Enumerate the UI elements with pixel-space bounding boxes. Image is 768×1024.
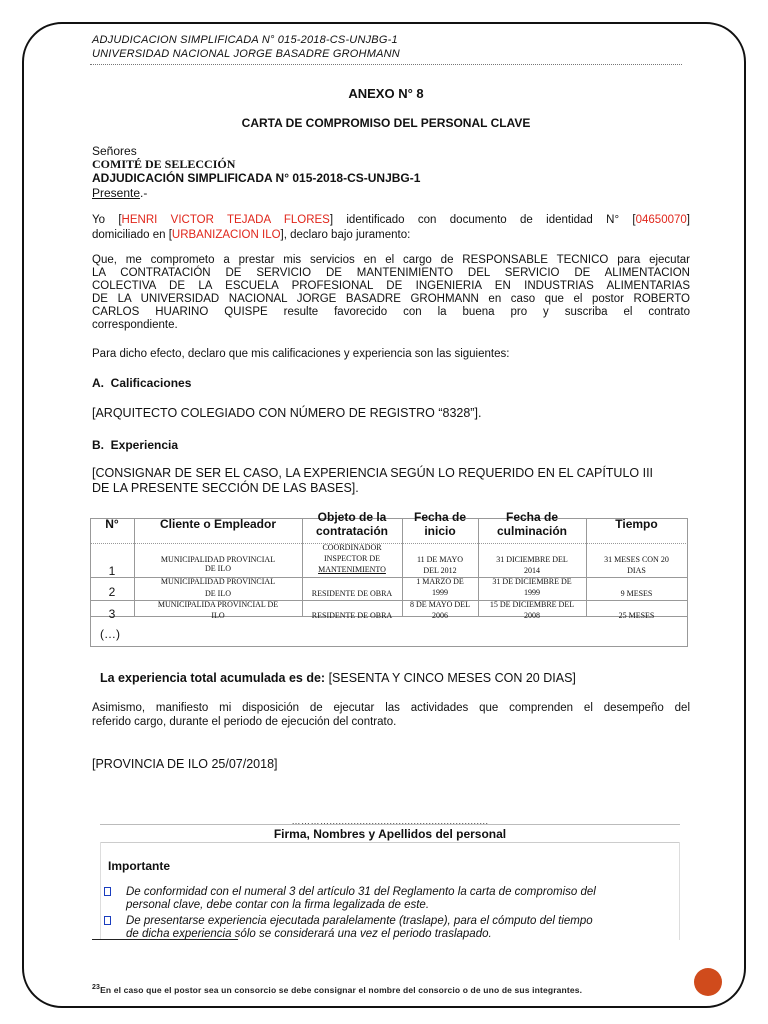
adjudication-line: ADJUDICACIÓN SIMPLIFICADA N° 015-2018-CS-UNJBG-1 (92, 171, 421, 185)
row-2-culminacion-2: 1999 (524, 588, 540, 597)
th-culminacion-2: culminación (496, 524, 567, 538)
experience-note-line-2: DE LA PRESENTE SECCIÓN DE LAS BASES]. (92, 481, 359, 495)
qualification-text: [ARQUITECTO COLEGIADO CON NÚMERO DE REGISTRO “8328”]. (92, 406, 482, 420)
signature-box-top (100, 842, 680, 843)
closing-line-2: referido cargo, durante el periodo de ejecución del contrato. (92, 716, 397, 728)
juramento-text: ], declaro bajo juramento: (280, 229, 411, 241)
th-objeto-1: Objeto de la (317, 510, 387, 524)
total-experience (100, 671, 576, 685)
committee-line: COMITÉ DE SELECCIÓN (92, 157, 236, 171)
orange-circle-icon (694, 968, 722, 996)
signature-box-right (679, 842, 680, 940)
note-2-line-2: de dicha experiencia sólo se considerará una vez el periodo traslapado. (126, 928, 492, 940)
header-divider (90, 64, 682, 65)
footnote (92, 984, 582, 995)
row-3-culminacion-1: 15 DE DICIEMBRE DEL (489, 600, 575, 609)
row-2-cliente-1: MUNICIPALIDAD PROVINCIAL (160, 577, 276, 586)
note-1-line-1: De conformidad con el numeral 3 del artículo 31 del Reglamento la carta de compromiso del (126, 886, 596, 898)
total-value: [SESENTA Y CINCO MESES CON 20 DIAS] (328, 671, 576, 685)
qualifications-intro: Para dicho efecto, declaro que mis calificaciones y experiencia son las siguientes: (92, 348, 510, 360)
row-1-objeto-2: INSPECTOR DE (323, 554, 381, 563)
commitment-line-6: correspondiente. (92, 319, 178, 331)
note-1-line-2: personal clave, debe contar con la firma legalizada de este. (126, 899, 430, 911)
note-2-line-1: De presentarse experiencia ejecutada paralelamente (traslape), para el cómputo del tiempo (126, 915, 593, 927)
row-2-inicio-1: 1 MARZO DE (416, 577, 464, 586)
yo-text: Yo [ (92, 214, 122, 226)
section-b-heading (92, 438, 178, 452)
row-3-objeto: RESIDENTE DE OBRA (311, 611, 393, 620)
row-3-inicio-2: 2006 (432, 611, 448, 620)
presente-suffix: .- (140, 186, 148, 200)
row-3-cliente-1: MUNICIPALIDA PROVINCIAL DE (157, 600, 279, 609)
row-1-tiempo-2: DIAS (627, 566, 646, 575)
section-a-letter: A. (92, 376, 104, 390)
row-3-culminacion-2: 2008 (524, 611, 540, 620)
th-number: N° (105, 517, 119, 531)
table-left-border (90, 518, 91, 646)
presente-line (92, 186, 147, 200)
signature-dots: …………..................................................... (291, 816, 489, 826)
row-2-cliente-2: DE ILO (205, 589, 231, 598)
row-3-inicio-1: 8 DE MAYO DEL (410, 600, 470, 609)
section-b-title: Experiencia (110, 438, 179, 452)
table-right-border (687, 518, 688, 646)
section-a-heading (92, 376, 191, 390)
th-cliente: Cliente o Empleador (159, 517, 277, 531)
row-1-objeto-1: COORDINADOR (322, 543, 382, 552)
commitment-line-3: COLECTIVA DE LA ESCUELA PROFESIONAL DE INGENIERIA EN INDUSTRIAS ALIMENTARIAS (92, 280, 690, 292)
total-label: La experiencia total acumulada es de: (100, 671, 326, 685)
header-line-1: ADJUDICACION SIMPLIFICADA N° 015-2018-CS-UNJBG-1 (92, 34, 398, 46)
row-1-number: 1 (108, 564, 116, 578)
declaration-line-1 (92, 214, 690, 227)
declaration-line-2 (92, 229, 410, 242)
row-1-inicio-2: DEL 2012 (423, 566, 457, 575)
dni-number: 04650070 (635, 214, 687, 226)
th-inicio-2: inicio (424, 524, 456, 538)
table-more-rows: (…) (100, 627, 120, 641)
row-1-culminacion-1: 31 DICIEMBRE DEL (496, 555, 568, 564)
commitment-line-4: DE LA UNIVERSIDAD NACIONAL JORGE BASADRE GROHMANN en caso que el postor ROBERTO (92, 293, 690, 305)
signature-box-left (100, 842, 101, 940)
footnote-separator (92, 939, 238, 940)
row-3-number: 3 (108, 607, 116, 621)
domiciliado-text: domiciliado en [ (92, 229, 172, 241)
signature-label: Firma, Nombres y Apellidos del personal (273, 827, 507, 841)
row-3-tiempo: 25 MESES (618, 611, 655, 620)
bullet-icon (104, 887, 111, 896)
presente-text: Presente (92, 186, 141, 200)
th-culminacion-1: Fecha de (505, 510, 559, 524)
th-objeto-2: contratación (315, 524, 388, 538)
bullet-icon (104, 916, 111, 925)
row-1-cliente-2: DE ILO (205, 564, 231, 573)
salutation: Señores (92, 144, 137, 158)
row-3-cliente-2: ILO (211, 611, 225, 620)
th-tiempo: Tiempo (615, 517, 658, 531)
commitment-line-2: LA CONTRATACIÓN DE SERVICIO DE MANTENIMIENTO DEL SERVICIO DE ALIMENTACION (92, 267, 690, 279)
place-and-date: [PROVINCIA DE ILO 25/07/2018] (92, 757, 278, 771)
row-2-inicio-2: 1999 (432, 588, 448, 597)
row-2-culminacion-1: 31 DE DICIEMBRE DE (492, 577, 572, 586)
row-2-number: 2 (108, 585, 116, 599)
page-subtitle: CARTA DE COMPROMISO DEL PERSONAL CLAVE (241, 116, 531, 130)
signature-line (100, 824, 680, 825)
header-line-2: UNIVERSIDAD NACIONAL JORGE BASADRE GROHMANN (92, 48, 400, 60)
ident-text: ] identificado con documento de identidad N° [ (329, 214, 636, 226)
experience-note-line-1: [CONSIGNAR DE SER EL CASO, LA EXPERIENCIA SEGÚN LO REQUERIDO EN EL CAPÍTULO III (92, 466, 654, 480)
commitment-line-5: CARLOS HUARINO QUISPE resulte favorecido con la buena pro y suscriba el contrato (92, 306, 690, 318)
section-a-title: Calificaciones (110, 376, 192, 390)
page-title: ANEXO N° 8 (348, 86, 424, 101)
table-bottom-border (90, 646, 688, 647)
signature-box (100, 816, 680, 940)
commitment-line-1: Que, me comprometo a prestar mis servicios en el cargo de RESPONSABLE TECNICO para ejecutar (92, 254, 690, 266)
row-1-inicio-1: 11 DE MAYO (416, 555, 464, 564)
row-1-cliente-1: MUNICIPALIDAD PROVINCIAL (160, 555, 276, 564)
row-1-objeto-3: MANTENIMIENTO (318, 565, 386, 574)
closing-line-1: Asimismo, manifiesto mi disposición de ejecutar las actividades que comprenden el desempeño del (92, 702, 690, 714)
th-inicio-1: Fecha de (413, 510, 467, 524)
important-title: Importante (108, 859, 171, 873)
row-1-culminacion-2: 2014 (524, 566, 540, 575)
close-bracket: ] (686, 214, 690, 226)
section-b-letter: B. (92, 438, 104, 452)
row-2-tiempo: 9 MESES (620, 589, 653, 598)
footnote-text: En el caso que el postor sea un consorcio se debe consignar el nombre del consorcio o de uno de sus integrantes. (100, 984, 583, 995)
footnote-mark: 23 (92, 984, 101, 991)
declarant-address: URBANIZACION ILO (171, 229, 281, 241)
declarant-name: HENRI VICTOR TEJADA FLORES (121, 214, 330, 226)
row-1-tiempo-1: 31 MESES CON 20 (604, 555, 669, 564)
row-2-objeto: RESIDENTE DE OBRA (311, 589, 393, 598)
